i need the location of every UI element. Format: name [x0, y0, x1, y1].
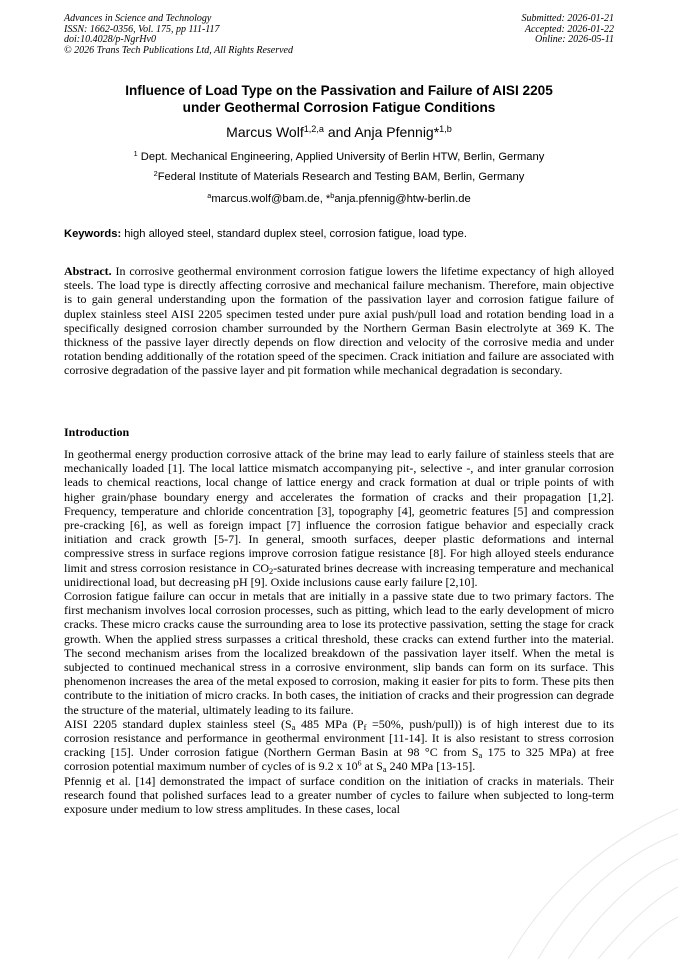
abstract-label: Abstract. [64, 264, 112, 278]
intro-paragraph-4: Pfennig et al. [14] demonstrated the impact of surface condition on the initiation of cracks in materials. Their research found that polished surfaces lead to a greater number of cycles to failure when subjected to long-term exposure under medium to low stress amplitudes. In these cases, local [64, 773, 614, 817]
intro-p3-text-f: 240 MPa [13-15]. [386, 759, 476, 774]
intro-paragraph-2: Corrosion fatigue failure can occur in metals that are initially in a passive state due to two primary factors. The first mechanism involves local corrosion processes, such as pitting, which lead to the early development of micro cracks. These micro cracks cause the surrounding area to lose its protective passivation, setting the stage for crack growth. When the applied stress surpasses a critical threshold, these cracks can extend further into the material. The second mechanism arises from the localized breakdown of the passivation layer itself. When the metal is subjected to continued mechanical stress in a corrosive environment, slip bands can form on its surface. This phenomenon increases the area of the metal exposed to corrosion, making it easier for pits to form. These pits then contribute to the initiation of micro cracks. In both cases, the initiation of cracks and their progression can degrade the structure of the material, ultimately leading to its failure. [64, 589, 614, 717]
copyright-line: © 2026 Trans Tech Publications Ltd, All Rights Reserved [64, 44, 293, 56]
affiliation-1-number: 1 [133, 149, 138, 158]
intro-p3-sub-2: f [363, 722, 367, 732]
affiliation-1 [0, 151, 678, 163]
author-separator: and [323, 124, 355, 140]
issn-line: ISSN: 1662-0356, Vol. 175, pp 111-117 [64, 23, 220, 35]
intro-p1-subscript: 2 [269, 566, 274, 576]
email-b-marker: b [330, 191, 335, 200]
author-emails [0, 193, 678, 205]
affiliation-2 [0, 171, 678, 183]
intro-p3-text-b: 485 MPa (P [295, 716, 364, 731]
title-line-1: Influence of Load Type on the Passivation and Failure of AISI 2205 [125, 83, 553, 98]
journal-name: Advances in Science and Technology [64, 13, 212, 24]
submitted-date: Submitted: 2026-01-21 [521, 13, 614, 24]
introduction-heading: Introduction [64, 425, 130, 439]
affiliation-1-text: Dept. Mechanical Engineering, Applied University of Berlin HTW, Berlin, Germany [137, 151, 545, 163]
author-list [0, 124, 678, 140]
intro-p3-sub-3: a [478, 751, 483, 761]
journal-header-right [522, 14, 615, 46]
intro-p3-text-d: 175 to 325 MPa) at free corrosion potential maximum number of cycles of is 9.2 x 10 [64, 745, 614, 774]
keywords [64, 228, 467, 240]
affiliation-2-text: Federal Institute of Materials Research and Testing BAM, Berlin, Germany [157, 171, 525, 183]
author-1-name: Marcus Wolf [226, 124, 304, 140]
intro-paragraph-1 [64, 447, 614, 589]
intro-p1-text-a: In geothermal energy production corrosive attack of the brine may lead to early failure of stainless steels that are mechanically loaded [1]. The local lattice mismatch accompanying pit-, selective -, and inter granular corrosion leads to chemical reactions, local change of lattice energy and crack formation at dual or triple points of with higher grain/phase boundary energy and accelerates the formation of cracks and their propagation [1,2]. Frequency, temperature and chloride concentration [3], topography [4], geometric features [5] and compression pre-cracking [6], as well as foreign impact [7] influence the corrosion fatigue behavior and especially crack initiation and crack growth [5-7]. In general, smooth surfaces, deeper plastic deformations and internal compressive stress in surface regions improve corrosion fatigue resistance [8]. For high alloyed steels endurance limit and stress corrosion resistance in CO [64, 447, 614, 575]
abstract-text: In corrosive geothermal environment corrosion fatigue lowers the lifetime expectancy of high alloyed steels. The load type is directly affecting corrosive and mechanical failure mechanism. Therefore, main objective is to gain general understanding upon the formation of the passivation layer and corrosion fatigue failure of duplex stainless steel AISI 2205 specimen tested under pure axial push/pull load and rotation bending load in a specifically designed corrosion chamber surrounded by the Northern German Basin electrolyte at 369 K. The thickness of the passive layer directly depends on flow direction and velocity of the corrosive media and under rotation bending additionally of the rotation speed of the specimen. Crack initiation and failure are associated with corrosive degradation of the passive layer and pit formation while mechanical degradation is secondary. [64, 264, 614, 378]
intro-p3-sub-4: a [382, 765, 387, 775]
watermark-graphic [468, 729, 678, 959]
author-1-affil-marker: 1,2,a [303, 124, 324, 134]
paper-title [50, 82, 628, 116]
keywords-text: high alloyed steel, standard duplex steel, corrosion fatigue, load type. [121, 228, 467, 240]
affiliation-2-number: 2 [153, 169, 158, 178]
keywords-label: Keywords: [64, 228, 122, 240]
intro-p3-sup: 6 [357, 759, 362, 769]
email-b[interactable]: anja.pfennig@htw-berlin.de [334, 193, 471, 205]
accepted-date: Accepted: 2026-01-22 [524, 23, 614, 35]
intro-p1-text-b: -saturated brines decrease with increasing temperature and mechanical unidirectional load, but decreasing pH [9]. Oxide inclusions cause early failure [2,10]. [64, 560, 615, 589]
intro-p3-text-e: at S [361, 759, 383, 774]
intro-p3-text-a: AISI 2205 standard duplex stainless steel (S [64, 716, 292, 731]
email-a-marker: a [207, 191, 212, 200]
abstract [64, 264, 614, 378]
author-2-affil-marker: 1,b [439, 124, 452, 134]
intro-p3-sub-1: a [291, 722, 296, 732]
intro-p3-text-c: =50%, push/pull)) is of high interest due to its corrosion resistance and performance in geothermal environment [11-14]. It is also resistant to stress corrosion cracking [15]. Under corrosion fatigue (Northern German Basin at 98 °C from S [64, 716, 614, 760]
online-date: Online: 2026-05-11 [535, 34, 614, 46]
author-2-name: Anja Pfennig* [354, 124, 440, 140]
title-line-2: under Geothermal Corrosion Fatigue Conditions [182, 100, 496, 115]
journal-header-left [64, 14, 293, 56]
doi-line[interactable]: doi:10.4028/p-NgrHv0 [64, 34, 156, 46]
email-a[interactable]: marcus.wolf@bam.de, * [211, 193, 331, 205]
